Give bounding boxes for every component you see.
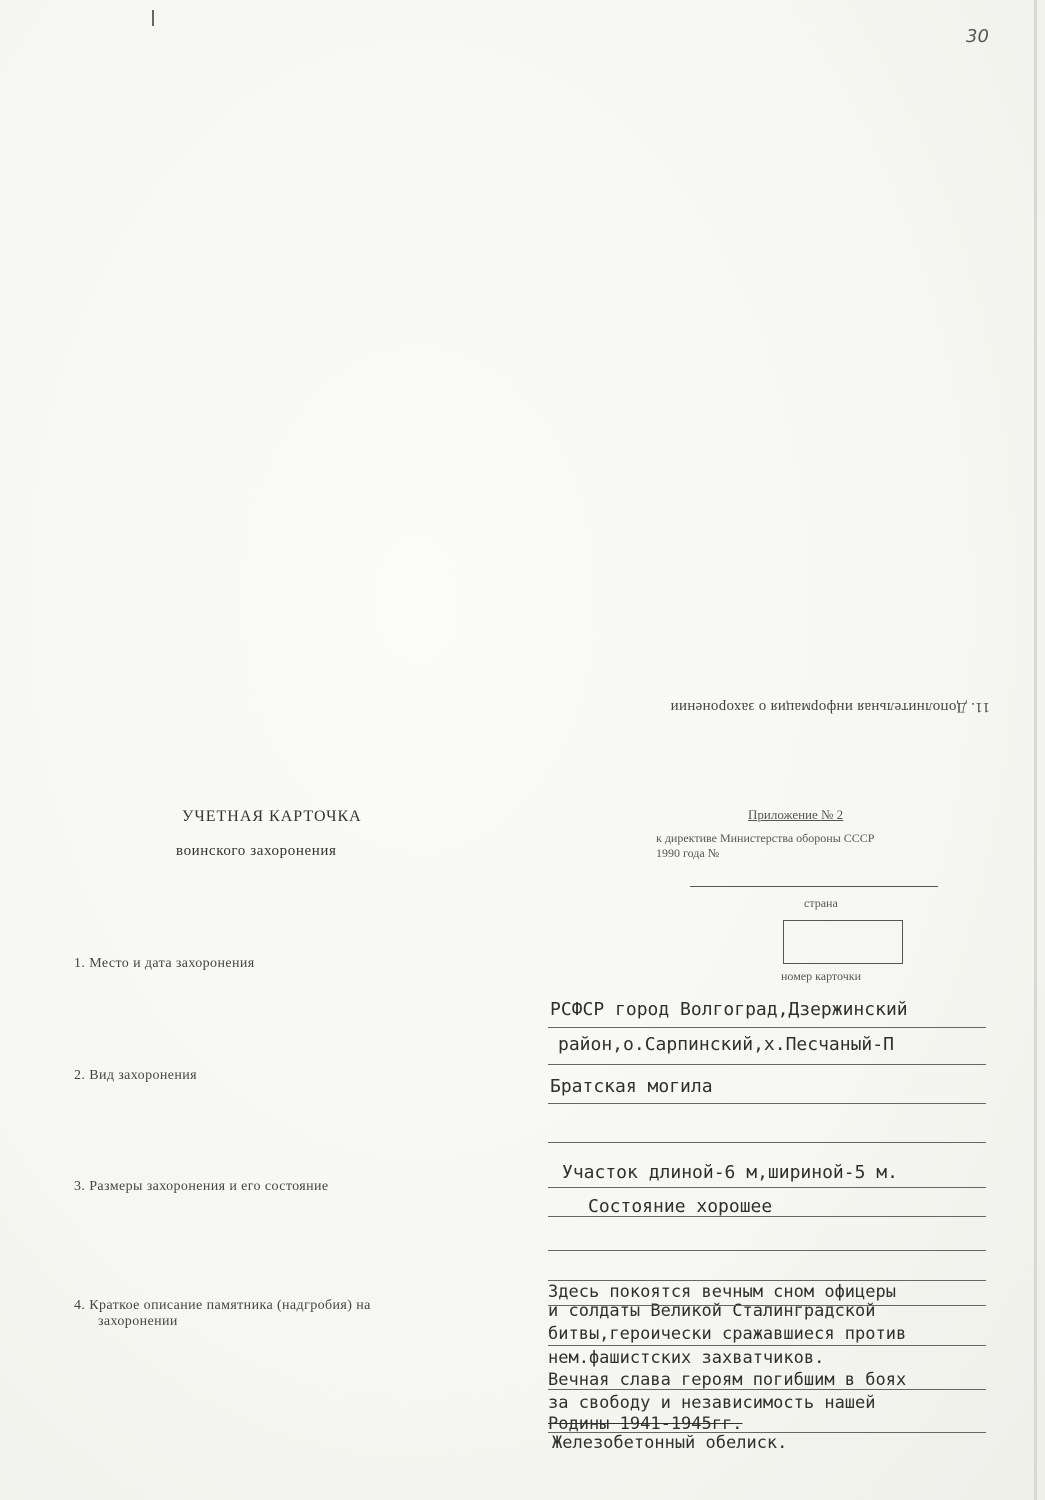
card-title: УЧЕТНАЯ КАРТОЧКА: [182, 808, 362, 825]
size-value-line-2: Состояние хорошее: [588, 1196, 773, 1217]
directive-line-1: к директиве Министерства обороны СССР: [656, 831, 875, 845]
size-line-2: [548, 1216, 986, 1217]
description-rule: [548, 1345, 986, 1346]
country-label: страна: [804, 896, 838, 910]
description-line: битвы,героически сражавшиеся против: [548, 1324, 907, 1344]
type-line-2: [548, 1142, 986, 1143]
place-label: 1. Место и дата захоронения: [74, 956, 255, 971]
size-line-1: [548, 1187, 986, 1188]
description-rule: [548, 1305, 986, 1306]
description-rule: [548, 1432, 986, 1433]
place-value-line-2: район,о.Сарпинский,х.Песчаный-П: [558, 1034, 894, 1055]
size-label: 3. Размеры захоронения и его состояние: [74, 1179, 329, 1194]
ink-mark: [152, 10, 154, 26]
description-label-line-2: захоронении: [98, 1314, 178, 1329]
type-line-1: [548, 1103, 986, 1104]
description-line: нем.фашистских захватчиков.: [548, 1348, 825, 1368]
description-rule: [548, 1389, 986, 1390]
description-label-line-1: 4. Краткое описание памятника (надгробия) на: [74, 1298, 371, 1313]
place-line-1: [548, 1027, 986, 1028]
card-subtitle: воинского захоронения: [176, 843, 337, 859]
type-value: Братская могила: [550, 1076, 713, 1097]
place-line-2: [548, 1064, 986, 1065]
type-label: 2. Вид захоронения: [74, 1068, 197, 1083]
upside-down-additional-info-heading: 11. Дополнительная информация о захоронении: [670, 699, 990, 715]
appendix-label: Приложение № 2: [748, 807, 844, 822]
description-line: Родины 1941-1945гг.: [548, 1414, 743, 1434]
description-line: и солдаты Великой Сталинградской: [548, 1301, 876, 1321]
directive-reference: [656, 831, 874, 861]
handwritten-page-number: 30: [966, 26, 989, 47]
page-edge: [1034, 0, 1037, 1500]
description-label: [74, 1298, 514, 1330]
card-number-box: [783, 920, 903, 964]
description-line: Здесь покоятся вечным сном офицеры: [548, 1282, 896, 1302]
card-number-label: номер карточки: [781, 969, 861, 983]
size-line-3: [548, 1250, 986, 1251]
size-value-line-1: Участок длиной-6 м,шириной-5 м.: [562, 1162, 898, 1183]
place-value-line-1: РСФСР город Волгоград,Дзержинский: [550, 999, 908, 1020]
country-line: [690, 886, 938, 887]
description-rule: [548, 1280, 986, 1281]
directive-line-2: 1990 года №: [656, 846, 720, 860]
description-line: за свободу и независимость нашей: [548, 1393, 876, 1413]
description-line: Железобетонный обелиск.: [552, 1433, 788, 1453]
description-line: Вечная слава героям погибшим в боях: [548, 1370, 907, 1390]
